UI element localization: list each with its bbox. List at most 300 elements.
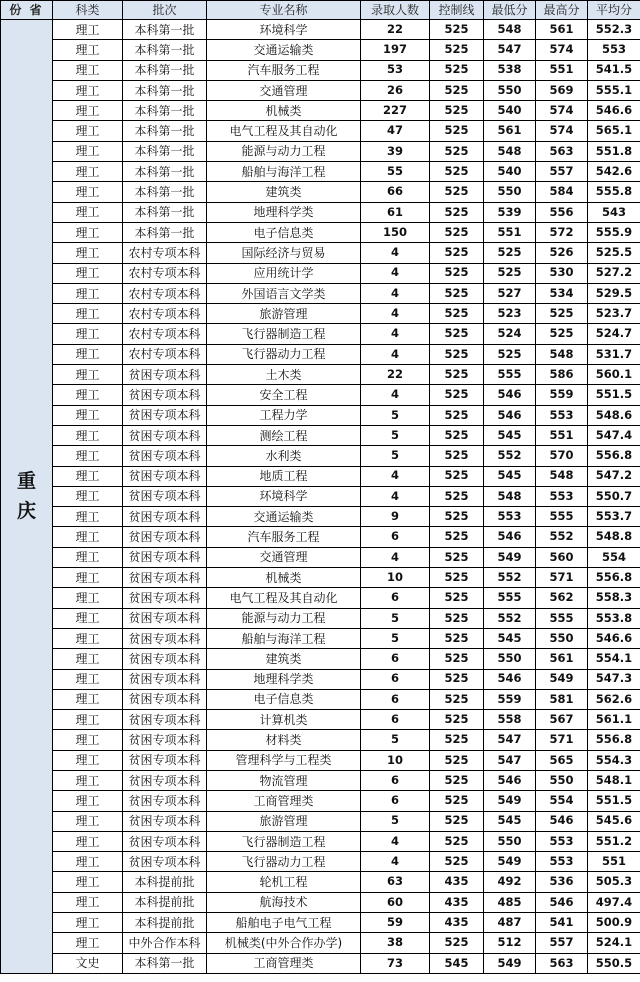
avg-score-cell: 550.5 — [588, 953, 640, 973]
avg-score-cell: 525.5 — [588, 243, 640, 263]
category-cell: 理工 — [53, 933, 123, 953]
max-score-cell: 548 — [536, 466, 588, 486]
major-cell: 交通管理 — [207, 80, 361, 100]
enrolled-cell: 5 — [361, 405, 430, 425]
batch-cell: 贫困专项本科 — [123, 750, 207, 770]
avg-score-cell: 548.1 — [588, 770, 640, 790]
control-line-cell: 525 — [430, 689, 484, 709]
major-cell: 机械类 — [207, 568, 361, 588]
major-cell: 外国语言文学类 — [207, 283, 361, 303]
min-score-cell: 492 — [484, 872, 536, 892]
control-line-cell: 525 — [430, 588, 484, 608]
min-score-cell: 559 — [484, 689, 536, 709]
max-score-cell: 525 — [536, 304, 588, 324]
min-score-cell: 550 — [484, 80, 536, 100]
max-score-cell: 550 — [536, 628, 588, 648]
control-line-cell: 525 — [430, 507, 484, 527]
batch-cell: 贫困专项本科 — [123, 425, 207, 445]
min-score-cell: 548 — [484, 141, 536, 161]
category-cell: 理工 — [53, 507, 123, 527]
avg-score-cell: 524.7 — [588, 324, 640, 344]
max-score-cell: 565 — [536, 750, 588, 770]
major-cell: 航海技术 — [207, 892, 361, 912]
control-line-cell: 525 — [430, 811, 484, 831]
category-cell: 理工 — [53, 20, 123, 40]
max-score-cell: 560 — [536, 547, 588, 567]
batch-cell: 贫困专项本科 — [123, 446, 207, 466]
major-cell: 环境科学 — [207, 20, 361, 40]
batch-cell: 农村专项本科 — [123, 263, 207, 283]
min-score-cell: 512 — [484, 933, 536, 953]
table-row — [1, 852, 640, 872]
max-score-cell: 557 — [536, 162, 588, 182]
control-line-cell: 525 — [430, 628, 484, 648]
control-line-cell: 525 — [430, 385, 484, 405]
major-cell: 管理科学与工程类 — [207, 750, 361, 770]
control-line-cell: 525 — [430, 121, 484, 141]
min-score-cell: 551 — [484, 222, 536, 242]
avg-score-cell: 547.4 — [588, 425, 640, 445]
max-score-cell: 553 — [536, 852, 588, 872]
table-row — [1, 872, 640, 892]
batch-cell: 贫困专项本科 — [123, 628, 207, 648]
control-line-cell: 525 — [430, 791, 484, 811]
max-score-cell: 556 — [536, 202, 588, 222]
max-score-cell: 561 — [536, 649, 588, 669]
table-row — [1, 80, 640, 100]
enrolled-cell: 4 — [361, 852, 430, 872]
category-cell: 理工 — [53, 547, 123, 567]
batch-cell: 本科第一批 — [123, 80, 207, 100]
batch-cell: 贫困专项本科 — [123, 507, 207, 527]
batch-cell: 贫困专项本科 — [123, 547, 207, 567]
major-cell: 测绘工程 — [207, 425, 361, 445]
control-line-cell: 525 — [430, 101, 484, 121]
avg-score-cell: 548.8 — [588, 527, 640, 547]
category-cell: 理工 — [53, 689, 123, 709]
enrolled-cell: 59 — [361, 913, 430, 933]
max-score-cell: 572 — [536, 222, 588, 242]
major-cell: 飞行器制造工程 — [207, 831, 361, 851]
max-score-cell: 549 — [536, 669, 588, 689]
max-score-cell: 551 — [536, 425, 588, 445]
header-max-score: 最高分 — [536, 1, 588, 20]
min-score-cell: 549 — [484, 791, 536, 811]
control-line-cell: 525 — [430, 40, 484, 60]
batch-cell: 贫困专项本科 — [123, 385, 207, 405]
control-line-cell: 525 — [430, 669, 484, 689]
table-row — [1, 831, 640, 851]
category-cell: 理工 — [53, 750, 123, 770]
control-line-cell: 525 — [430, 466, 484, 486]
control-line-cell: 525 — [430, 365, 484, 385]
min-score-cell: 547 — [484, 730, 536, 750]
category-cell: 理工 — [53, 324, 123, 344]
enrolled-cell: 60 — [361, 892, 430, 912]
min-score-cell: 540 — [484, 101, 536, 121]
enrolled-cell: 10 — [361, 568, 430, 588]
min-score-cell: 545 — [484, 628, 536, 648]
min-score-cell: 538 — [484, 60, 536, 80]
max-score-cell: 534 — [536, 283, 588, 303]
header-control-line: 控制线 — [430, 1, 484, 20]
control-line-cell: 525 — [430, 649, 484, 669]
min-score-cell: 524 — [484, 324, 536, 344]
category-cell: 理工 — [53, 568, 123, 588]
major-cell: 水利类 — [207, 446, 361, 466]
table-row — [1, 933, 640, 953]
major-cell: 船舶电子电气工程 — [207, 913, 361, 933]
avg-score-cell: 551 — [588, 852, 640, 872]
avg-score-cell: 553.7 — [588, 507, 640, 527]
major-cell: 土木类 — [207, 365, 361, 385]
enrolled-cell: 61 — [361, 202, 430, 222]
min-score-cell: 555 — [484, 365, 536, 385]
batch-cell: 本科第一批 — [123, 182, 207, 202]
min-score-cell: 525 — [484, 243, 536, 263]
avg-score-cell: 551.5 — [588, 385, 640, 405]
enrolled-cell: 4 — [361, 385, 430, 405]
category-cell: 理工 — [53, 669, 123, 689]
batch-cell: 农村专项本科 — [123, 324, 207, 344]
avg-score-cell: 545.6 — [588, 811, 640, 831]
control-line-cell: 525 — [430, 831, 484, 851]
max-score-cell: 555 — [536, 608, 588, 628]
table-row — [1, 811, 640, 831]
table-row — [1, 892, 640, 912]
control-line-cell: 525 — [430, 405, 484, 425]
table-row — [1, 405, 640, 425]
max-score-cell: 555 — [536, 507, 588, 527]
table-row — [1, 324, 640, 344]
batch-cell: 农村专项本科 — [123, 243, 207, 263]
avg-score-cell: 546.6 — [588, 628, 640, 648]
control-line-cell: 435 — [430, 913, 484, 933]
category-cell: 理工 — [53, 365, 123, 385]
category-cell: 理工 — [53, 80, 123, 100]
batch-cell: 本科提前批 — [123, 872, 207, 892]
max-score-cell: 586 — [536, 365, 588, 385]
enrolled-cell: 22 — [361, 365, 430, 385]
table-row — [1, 101, 640, 121]
major-cell: 机械类(中外合作办学) — [207, 933, 361, 953]
min-score-cell: 549 — [484, 547, 536, 567]
min-score-cell: 552 — [484, 446, 536, 466]
table-row — [1, 121, 640, 141]
major-cell: 电气工程及其自动化 — [207, 588, 361, 608]
enrolled-cell: 9 — [361, 507, 430, 527]
enrolled-cell: 26 — [361, 80, 430, 100]
avg-score-cell: 527.2 — [588, 263, 640, 283]
category-cell: 理工 — [53, 588, 123, 608]
table-row — [1, 669, 640, 689]
major-cell: 船舶与海洋工程 — [207, 162, 361, 182]
major-cell: 能源与动力工程 — [207, 141, 361, 161]
control-line-cell: 525 — [430, 80, 484, 100]
min-score-cell: 561 — [484, 121, 536, 141]
batch-cell: 贫困专项本科 — [123, 770, 207, 790]
enrolled-cell: 4 — [361, 344, 430, 364]
enrolled-cell: 4 — [361, 324, 430, 344]
control-line-cell: 525 — [430, 547, 484, 567]
table-row — [1, 141, 640, 161]
category-cell: 理工 — [53, 486, 123, 506]
table-row — [1, 466, 640, 486]
table-row — [1, 568, 640, 588]
enrolled-cell: 5 — [361, 628, 430, 648]
enrolled-cell: 5 — [361, 811, 430, 831]
min-score-cell: 546 — [484, 669, 536, 689]
category-cell: 理工 — [53, 101, 123, 121]
major-cell: 电子信息类 — [207, 689, 361, 709]
major-cell: 地理科学类 — [207, 669, 361, 689]
major-cell: 物流管理 — [207, 770, 361, 790]
major-cell: 工商管理类 — [207, 953, 361, 973]
avg-score-cell: 551.2 — [588, 831, 640, 851]
major-cell: 机械类 — [207, 101, 361, 121]
batch-cell: 本科第一批 — [123, 101, 207, 121]
control-line-cell: 525 — [430, 750, 484, 770]
avg-score-cell: 547.2 — [588, 466, 640, 486]
min-score-cell: 547 — [484, 40, 536, 60]
control-line-cell: 525 — [430, 304, 484, 324]
control-line-cell: 525 — [430, 162, 484, 182]
min-score-cell: 546 — [484, 770, 536, 790]
max-score-cell: 567 — [536, 710, 588, 730]
major-cell: 电气工程及其自动化 — [207, 121, 361, 141]
table-row — [1, 649, 640, 669]
category-cell: 理工 — [53, 141, 123, 161]
table-row — [1, 60, 640, 80]
max-score-cell: 571 — [536, 568, 588, 588]
max-score-cell: 541 — [536, 913, 588, 933]
avg-score-cell: 548.6 — [588, 405, 640, 425]
avg-score-cell: 542.6 — [588, 162, 640, 182]
batch-cell: 贫困专项本科 — [123, 710, 207, 730]
avg-score-cell: 551.5 — [588, 791, 640, 811]
batch-cell: 贫困专项本科 — [123, 669, 207, 689]
category-cell: 理工 — [53, 608, 123, 628]
enrolled-cell: 5 — [361, 446, 430, 466]
min-score-cell: 546 — [484, 405, 536, 425]
max-score-cell: 574 — [536, 121, 588, 141]
major-cell: 应用统计学 — [207, 263, 361, 283]
control-line-cell: 525 — [430, 730, 484, 750]
table-row — [1, 344, 640, 364]
table-row — [1, 40, 640, 60]
max-score-cell: 553 — [536, 831, 588, 851]
avg-score-cell: 550.7 — [588, 486, 640, 506]
control-line-cell: 525 — [430, 425, 484, 445]
batch-cell: 本科第一批 — [123, 202, 207, 222]
header-major: 专业名称 — [207, 1, 361, 20]
min-score-cell: 552 — [484, 568, 536, 588]
header-row — [1, 1, 640, 20]
avg-score-cell: 523.7 — [588, 304, 640, 324]
major-cell: 飞行器动力工程 — [207, 852, 361, 872]
enrolled-cell: 53 — [361, 60, 430, 80]
control-line-cell: 525 — [430, 141, 484, 161]
min-score-cell: 540 — [484, 162, 536, 182]
min-score-cell: 548 — [484, 20, 536, 40]
category-cell: 理工 — [53, 872, 123, 892]
major-cell: 交通管理 — [207, 547, 361, 567]
enrolled-cell: 66 — [361, 182, 430, 202]
table-row — [1, 182, 640, 202]
control-line-cell: 525 — [430, 243, 484, 263]
max-score-cell: 571 — [536, 730, 588, 750]
table-row — [1, 710, 640, 730]
table-row — [1, 953, 640, 973]
avg-score-cell: 565.1 — [588, 121, 640, 141]
category-cell: 理工 — [53, 831, 123, 851]
min-score-cell: 550 — [484, 831, 536, 851]
avg-score-cell: 556.8 — [588, 730, 640, 750]
table-row — [1, 202, 640, 222]
category-cell: 理工 — [53, 222, 123, 242]
max-score-cell: 550 — [536, 770, 588, 790]
max-score-cell: 552 — [536, 527, 588, 547]
enrolled-cell: 4 — [361, 486, 430, 506]
enrolled-cell: 38 — [361, 933, 430, 953]
table-row — [1, 425, 640, 445]
batch-cell: 本科第一批 — [123, 953, 207, 973]
category-cell: 理工 — [53, 263, 123, 283]
category-cell: 理工 — [53, 121, 123, 141]
table-row — [1, 588, 640, 608]
enrolled-cell: 10 — [361, 750, 430, 770]
enrolled-cell: 4 — [361, 243, 430, 263]
batch-cell: 贫困专项本科 — [123, 791, 207, 811]
max-score-cell: 563 — [536, 141, 588, 161]
batch-cell: 本科提前批 — [123, 913, 207, 933]
min-score-cell: 527 — [484, 283, 536, 303]
major-cell: 地理科学类 — [207, 202, 361, 222]
control-line-cell: 525 — [430, 202, 484, 222]
max-score-cell: 569 — [536, 80, 588, 100]
category-cell: 理工 — [53, 182, 123, 202]
major-cell: 地质工程 — [207, 466, 361, 486]
control-line-cell: 525 — [430, 60, 484, 80]
min-score-cell: 549 — [484, 953, 536, 973]
control-line-cell: 525 — [430, 344, 484, 364]
major-cell: 安全工程 — [207, 385, 361, 405]
max-score-cell: 557 — [536, 933, 588, 953]
category-cell: 理工 — [53, 60, 123, 80]
control-line-cell: 525 — [430, 486, 484, 506]
major-cell: 飞行器制造工程 — [207, 324, 361, 344]
enrolled-cell: 227 — [361, 101, 430, 121]
table-row — [1, 283, 640, 303]
enrolled-cell: 5 — [361, 425, 430, 445]
min-score-cell: 485 — [484, 892, 536, 912]
min-score-cell: 552 — [484, 608, 536, 628]
avg-score-cell: 556.8 — [588, 568, 640, 588]
header-province: 份 省 — [1, 1, 53, 20]
min-score-cell: 487 — [484, 913, 536, 933]
category-cell: 文史 — [53, 953, 123, 973]
enrolled-cell: 4 — [361, 304, 430, 324]
table-row — [1, 304, 640, 324]
enrolled-cell: 4 — [361, 547, 430, 567]
control-line-cell: 525 — [430, 20, 484, 40]
table-row — [1, 365, 640, 385]
avg-score-cell: 553 — [588, 40, 640, 60]
table-row — [1, 385, 640, 405]
avg-score-cell: 529.5 — [588, 283, 640, 303]
avg-score-cell: 562.6 — [588, 689, 640, 709]
control-line-cell: 525 — [430, 222, 484, 242]
major-cell: 计算机类 — [207, 710, 361, 730]
max-score-cell: 574 — [536, 40, 588, 60]
enrolled-cell: 39 — [361, 141, 430, 161]
control-line-cell: 525 — [430, 710, 484, 730]
category-cell: 理工 — [53, 913, 123, 933]
batch-cell: 贫困专项本科 — [123, 831, 207, 851]
category-cell: 理工 — [53, 770, 123, 790]
batch-cell: 农村专项本科 — [123, 304, 207, 324]
major-cell: 交通运输类 — [207, 40, 361, 60]
enrolled-cell: 4 — [361, 283, 430, 303]
major-cell: 建筑类 — [207, 649, 361, 669]
category-cell: 理工 — [53, 405, 123, 425]
min-score-cell: 545 — [484, 466, 536, 486]
min-score-cell: 539 — [484, 202, 536, 222]
min-score-cell: 545 — [484, 811, 536, 831]
major-cell: 工商管理类 — [207, 791, 361, 811]
enrolled-cell: 22 — [361, 20, 430, 40]
table-row — [1, 608, 640, 628]
header-avg-score: 平均分 — [588, 1, 640, 20]
table-row — [1, 791, 640, 811]
table-row — [1, 20, 640, 40]
avg-score-cell: 558.3 — [588, 588, 640, 608]
control-line-cell: 525 — [430, 852, 484, 872]
max-score-cell: 561 — [536, 20, 588, 40]
max-score-cell: 546 — [536, 892, 588, 912]
enrolled-cell: 63 — [361, 872, 430, 892]
batch-cell: 本科第一批 — [123, 162, 207, 182]
min-score-cell: 558 — [484, 710, 536, 730]
category-cell: 理工 — [53, 202, 123, 222]
major-cell: 能源与动力工程 — [207, 608, 361, 628]
enrolled-cell: 197 — [361, 40, 430, 60]
max-score-cell: 530 — [536, 263, 588, 283]
major-cell: 建筑类 — [207, 182, 361, 202]
batch-cell: 贫困专项本科 — [123, 811, 207, 831]
batch-cell: 本科第一批 — [123, 121, 207, 141]
control-line-cell: 525 — [430, 527, 484, 547]
avg-score-cell: 560.1 — [588, 365, 640, 385]
category-cell: 理工 — [53, 628, 123, 648]
avg-score-cell: 500.9 — [588, 913, 640, 933]
max-score-cell: 553 — [536, 405, 588, 425]
table-row — [1, 730, 640, 750]
enrolled-cell: 6 — [361, 689, 430, 709]
batch-cell: 贫困专项本科 — [123, 730, 207, 750]
max-score-cell: 536 — [536, 872, 588, 892]
batch-cell: 农村专项本科 — [123, 344, 207, 364]
avg-score-cell: 552.3 — [588, 20, 640, 40]
category-cell: 理工 — [53, 811, 123, 831]
batch-cell: 贫困专项本科 — [123, 608, 207, 628]
category-cell: 理工 — [53, 527, 123, 547]
table-row — [1, 162, 640, 182]
header-enrolled: 录取人数 — [361, 1, 430, 20]
major-cell: 工程力学 — [207, 405, 361, 425]
enrolled-cell: 4 — [361, 831, 430, 851]
batch-cell: 本科提前批 — [123, 892, 207, 912]
